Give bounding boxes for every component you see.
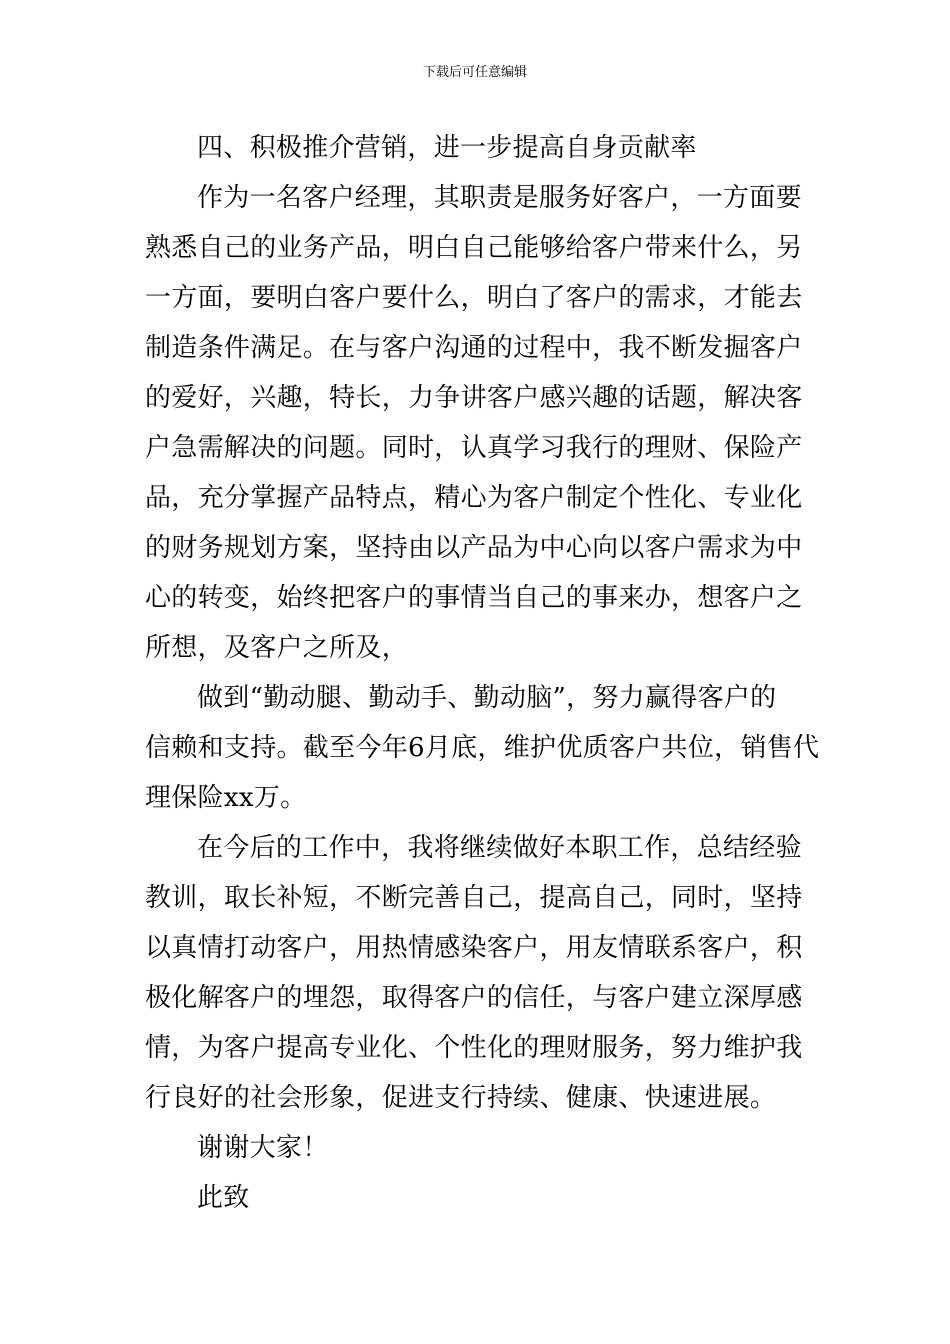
section-heading: 四、积极推介营销，进一步提高自身贡献率 xyxy=(197,133,697,163)
paragraph-line: 制造条件满足。在与客户沟通的过程中，我不断发掘客户 xyxy=(145,333,803,363)
paragraph-line: 心的转变，始终把客户的事情当自己的事来办，想客户之 xyxy=(145,583,803,613)
paragraph-line: 做到“勤动腿、勤动手、勤动脑”，努力赢得客户的 xyxy=(197,683,777,713)
closing-salutation: 此致 xyxy=(197,1183,250,1213)
closing-thanks: 谢谢大家！ xyxy=(197,1133,329,1163)
paragraph-line: 熟悉自己的业务产品，明白自己能够给客户带来什么，另 xyxy=(145,233,803,263)
paragraph-line: 教训，取长补短，不断完善自己，提高自己，同时，坚持 xyxy=(145,883,803,913)
paragraph-line: 在今后的工作中，我将继续做好本职工作，总结经验 xyxy=(197,833,802,863)
paragraph-line: 一方面，要明白客户要什么，明白了客户的需求，才能去 xyxy=(145,283,803,313)
paragraph-line: 极化解客户的埋怨，取得客户的信任，与客户建立深厚感 xyxy=(145,983,803,1013)
paragraph-line: 以真情打动客户，用热情感染客户，用友情联系客户，积 xyxy=(145,933,803,963)
page-header: 下载后可任意编辑 xyxy=(422,65,527,80)
paragraph-line: 信赖和支持。截至今年6月底，维护优质客户共位，销售代 xyxy=(145,733,820,763)
paragraph-line: 作为一名客户经理，其职责是服务好客户，一方面要 xyxy=(197,183,802,213)
paragraph-line: 户急需解决的问题。同时，认真学习我行的理财、保险产 xyxy=(145,433,803,463)
paragraph-line: 情，为客户提高专业化、个性化的理财服务，努力维护我 xyxy=(145,1033,803,1063)
paragraph-line: 所想，及客户之所及， xyxy=(145,633,409,663)
paragraph-line: 的爱好，兴趣，特长，力争讲客户感兴趣的话题，解决客 xyxy=(145,383,803,413)
paragraph-line: 理保险xx万。 xyxy=(145,783,307,813)
paragraph-line: 品，充分掌握产品特点，精心为客户制定个性化、专业化 xyxy=(145,483,803,513)
paragraph-line: 行良好的社会形象，促进支行持续、健康、快速进展。 xyxy=(145,1083,777,1113)
paragraph-line: 的财务规划方案，坚持由以产品为中心向以客户需求为中 xyxy=(145,533,803,563)
